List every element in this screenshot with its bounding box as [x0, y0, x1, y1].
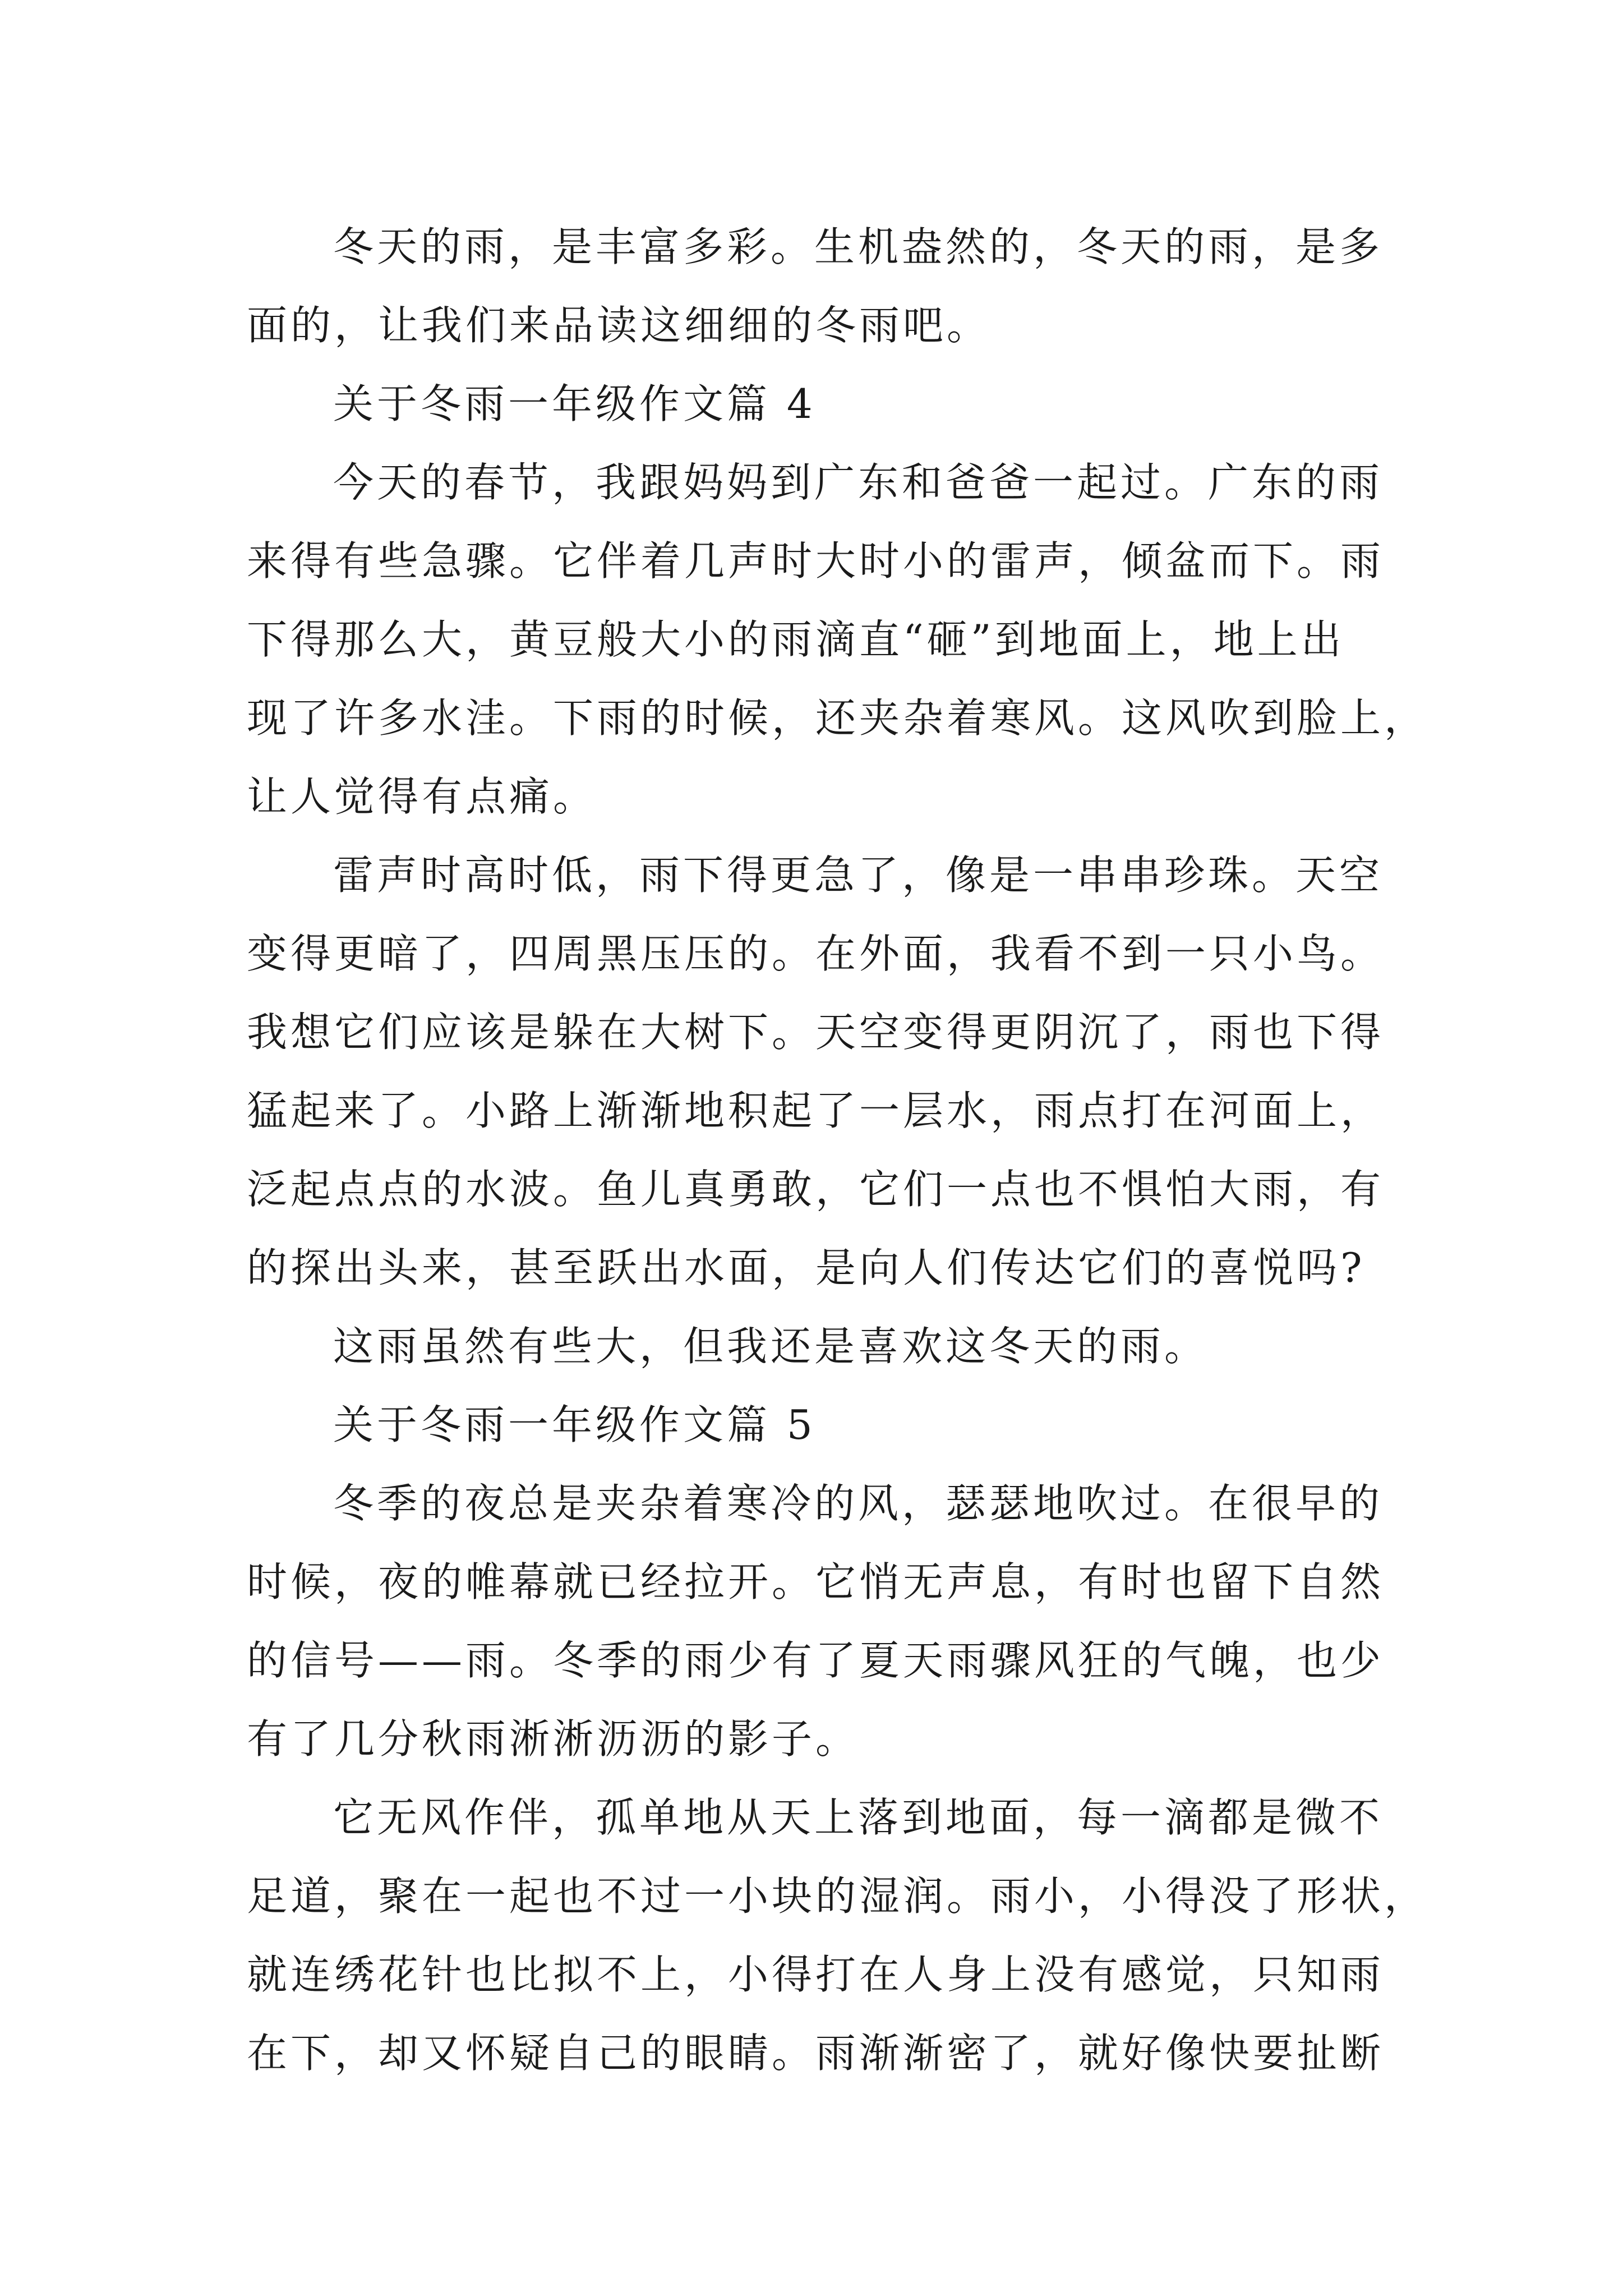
text-line: 泛起点点的水波。鱼儿真勇敢，它们一点也不惧怕大雨，有 [247, 1166, 1385, 1213]
text-line: 时候，夜的帷幕就已经拉开。它悄无声息，有时也留下自然 [247, 1558, 1385, 1605]
text-line: 现了许多水洼。下雨的时候，还夹杂着寒风。这风吹到脸上， [247, 694, 1428, 742]
text-line: 变得更暗了，四周黑压压的。在外面，我看不到一只小鸟。 [247, 930, 1385, 977]
text-line: 它无风作伴，孤单地从天上落到地面，每一滴都是微不 [333, 1794, 1384, 1841]
text-line: 有了几分秋雨淅淅沥沥的影子。 [247, 1715, 860, 1763]
text-line: 的信号——雨。冬季的雨少有了夏天雨骤风狂的气魄，也少 [247, 1637, 1385, 1684]
text-line: 在下，却又怀疑自己的眼睛。雨渐渐密了，就好像快要扯断 [247, 2030, 1385, 2077]
text-line: 的探出头来，甚至跃出水面，是向人们传达它们的喜悦吗? [247, 1244, 1366, 1291]
document-body [247, 208, 1428, 2092]
text-line: 我想它们应该是躲在大树下。天空变得更阴沉了，雨也下得 [247, 1009, 1385, 1056]
text-line: 冬天的雨，是丰富多彩。生机盎然的，冬天的雨，是多 [333, 223, 1384, 270]
text-line: 雷声时高时低，雨下得更急了，像是一串串珍珠。天空 [333, 852, 1384, 899]
section-heading: 关于冬雨一年级作文篇 5 [333, 1401, 816, 1448]
section-heading: 关于冬雨一年级作文篇 4 [333, 380, 816, 427]
text-line: 就连绣花针也比拟不上，小得打在人身上没有感觉，只知雨 [247, 1951, 1385, 1998]
text-line: 今天的春节，我跟妈妈到广东和爸爸一起过。广东的雨 [333, 459, 1384, 506]
text-line: 这雨虽然有些大，但我还是喜欢这冬天的雨。 [333, 1323, 1209, 1370]
text-line: 让人觉得有点痛。 [247, 773, 597, 820]
text-line: 面的，让我们来品读这细细的冬雨吧。 [247, 302, 991, 349]
text-line: 足道，聚在一起也不过一小块的湿润。雨小，小得没了形状， [247, 1872, 1428, 1920]
text-line: 冬季的夜总是夹杂着寒冷的风，瑟瑟地吹过。在很早的 [333, 1480, 1384, 1527]
text-line: 来得有些急骤。它伴着几声时大时小的雷声，倾盆而下。雨 [247, 537, 1385, 585]
text-line: 猛起来了。小路上渐渐地积起了一层水，雨点打在河面上， [247, 1087, 1385, 1134]
text-line: 下得那么大，黄豆般大小的雨滴直“砸”到地面上，地上出 [247, 616, 1345, 663]
